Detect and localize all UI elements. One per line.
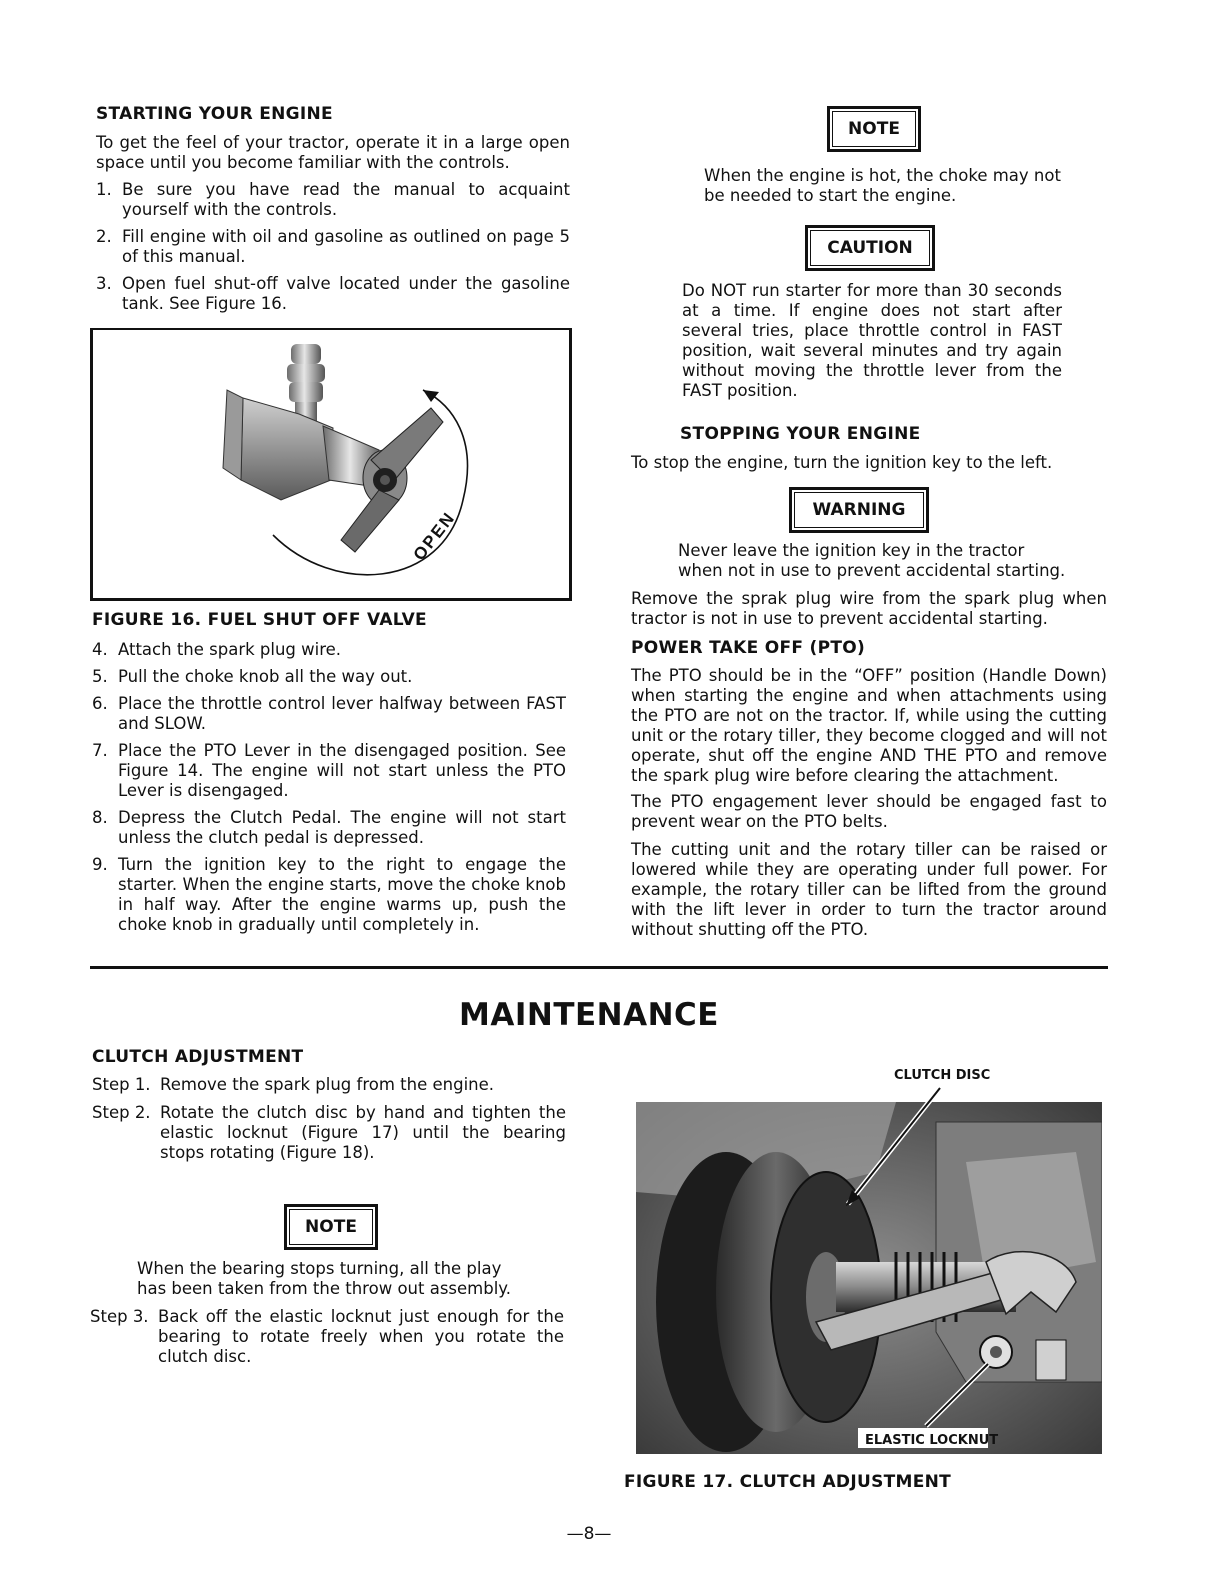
figure-17-caption: FIGURE 17. CLUTCH ADJUSTMENT bbox=[624, 1472, 952, 1492]
warning-box bbox=[789, 487, 929, 533]
list-item: 1. Be sure you have read the manual to acquaint yourself with the controls. bbox=[96, 180, 570, 219]
caution-box bbox=[805, 225, 935, 271]
note-text-2: When the bearing stops turning, all the play has been taken from the throw out assembly. bbox=[137, 1259, 511, 1298]
list-item: Step 3. Back off the elastic locknut just enough for the bearing to rotate freely when you rotate the clutch disc. bbox=[90, 1307, 564, 1366]
figure-16-frame bbox=[90, 328, 572, 601]
clutch-step-3 bbox=[90, 1307, 564, 1375]
figure-16-caption: FIGURE 16. FUEL SHUT OFF VALVE bbox=[92, 610, 427, 630]
list-item: 6. Place the throttle control lever halfway between FAST and SLOW. bbox=[92, 694, 566, 733]
pto-paragraph-3: The cutting unit and the rotary tiller can be raised or lowered while they are operating under full power. For example, the rotary tiller can be lifted from the ground with the lift lever in order to turn the tractor around without shutting off the PTO. bbox=[631, 840, 1107, 939]
starting-steps-a bbox=[96, 180, 570, 321]
elastic-locknut-callout: ELASTIC LOCKNUT bbox=[865, 1433, 999, 1448]
caution-label: CAUTION bbox=[827, 238, 913, 258]
caution-text: Do NOT run starter for more than 30 seconds at a time. If engine does not start after several tries, place throttle control in FAST position, wait several minutes and try again without moving the throttle lever from the FAST position. bbox=[682, 281, 1062, 400]
section-divider bbox=[90, 966, 1108, 969]
arrowhead-icon bbox=[423, 390, 439, 402]
note-box bbox=[827, 106, 921, 152]
starting-steps-b bbox=[92, 640, 566, 942]
stopping-heading: STOPPING YOUR ENGINE bbox=[680, 424, 921, 444]
clutch-photo-illustration bbox=[636, 1082, 1102, 1454]
warning-label: WARNING bbox=[812, 500, 906, 520]
list-item: 8. Depress the Clutch Pedal. The engine will not start unless the clutch pedal is depressed. bbox=[92, 808, 566, 847]
open-label: OPEN bbox=[409, 508, 460, 565]
clutch-heading: CLUTCH ADJUSTMENT bbox=[92, 1047, 304, 1067]
note-label-2: NOTE bbox=[305, 1217, 357, 1237]
list-item: Step 1. Remove the spark plug from the engine. bbox=[92, 1075, 495, 1094]
clutch-steps bbox=[92, 1075, 566, 1171]
pto-paragraph-2: The PTO engagement lever should be engaged fast to prevent wear on the PTO belts. bbox=[631, 792, 1107, 831]
stopping-text: To stop the engine, turn the ignition key to the left. bbox=[631, 453, 1053, 472]
remove-plug-text: Remove the sprak plug wire from the spark plug when tractor is not in use to prevent accidental starting. bbox=[631, 589, 1107, 628]
pto-heading: POWER TAKE OFF (PTO) bbox=[631, 638, 866, 658]
list-item: 2. Fill engine with oil and gasoline as outlined on page 5 of this manual. bbox=[96, 227, 570, 266]
starting-heading: STARTING YOUR ENGINE bbox=[96, 104, 333, 124]
list-item: Step 2. Rotate the clutch disc by hand and tighten the elastic locknut (Figure 17) until the bearing stops rotating (Figure 18). bbox=[92, 1103, 566, 1162]
list-item: 3. Open fuel shut-off valve located under the gasoline tank. See Figure 16. bbox=[96, 274, 570, 313]
maintenance-title: MAINTENANCE bbox=[459, 997, 719, 1033]
note-label: NOTE bbox=[848, 119, 900, 139]
clutch-disc-callout: CLUTCH DISC bbox=[894, 1068, 991, 1083]
list-item: 7. Place the PTO Lever in the disengaged position. See Figure 14. The engine will not start unless the PTO Lever is disengaged. bbox=[92, 741, 566, 800]
fuel-valve-illustration bbox=[93, 330, 569, 598]
note-box-2 bbox=[284, 1204, 378, 1250]
page-number: —8— bbox=[566, 1524, 612, 1544]
list-item: 9. Turn the ignition key to the right to engage the starter. When the engine starts, move the choke knob in half way. After the engine warms up, push the choke knob in gradually until completely in. bbox=[92, 855, 566, 934]
list-item: 4. Attach the spark plug wire. bbox=[92, 640, 342, 659]
figure-17-photo bbox=[636, 1082, 1102, 1454]
starting-intro: To get the feel of your tractor, operate it in a large open space until you become familiar with the controls. bbox=[96, 133, 570, 172]
list-item: 5. Pull the choke knob all the way out. bbox=[92, 667, 413, 686]
note-text: When the engine is hot, the choke may not be needed to start the engine. bbox=[704, 166, 1061, 205]
warning-text: Never leave the ignition key in the tractor when not in use to prevent accidental starting. bbox=[678, 541, 1066, 580]
pto-paragraph-1: The PTO should be in the “OFF” position (Handle Down) when starting the engine and when attachments using the PTO are not on the tractor. If, while using the cutting unit or the rotary tiller, they become clogged and will not operate, shut off the engine AND THE PTO and remove the spark plug wire before clearing the attachment. bbox=[631, 666, 1107, 785]
